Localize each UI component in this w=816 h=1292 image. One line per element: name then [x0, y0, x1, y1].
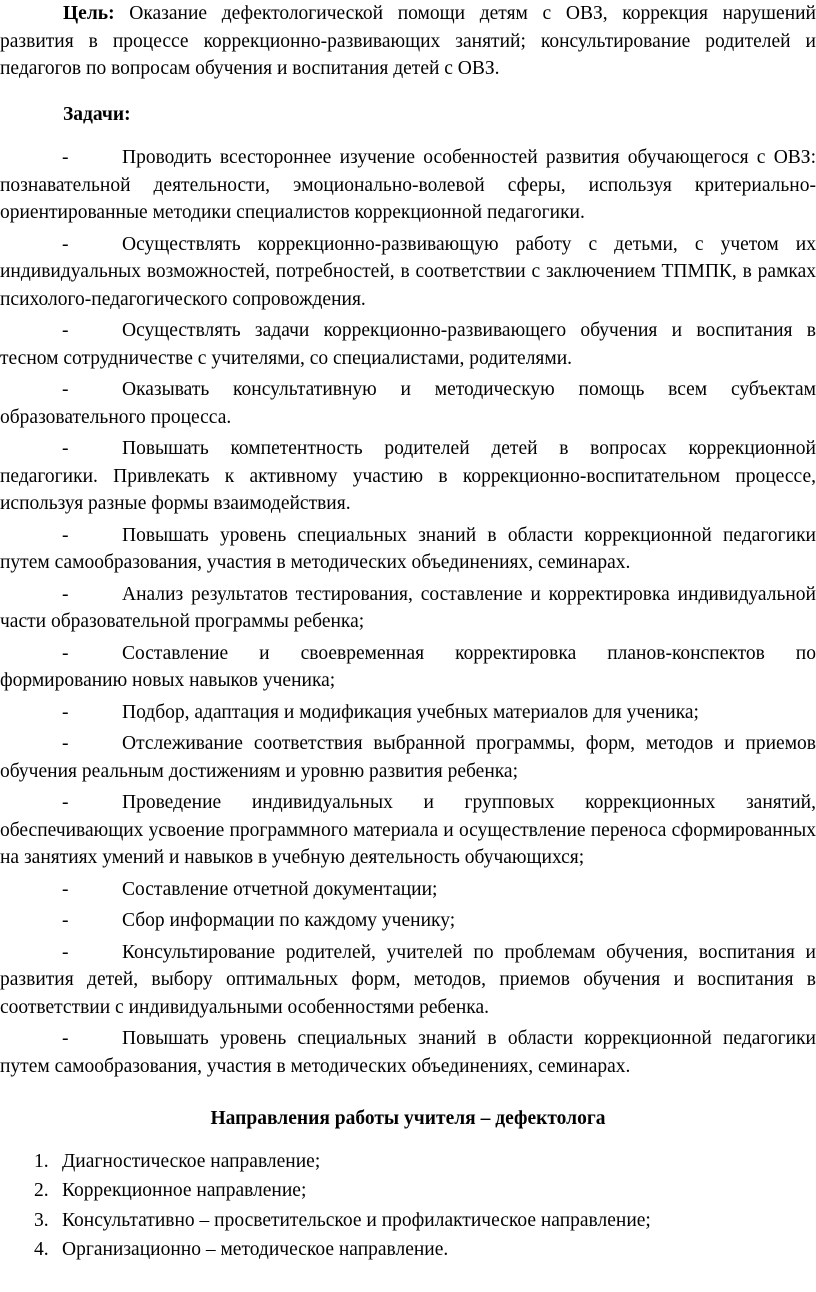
task-text: Проведение индивидуальных и групповых коррекционных занятий, обеспечивающих усвоение программного материала и осуществление переноса сформированных на занятиях умений и навыков в учебную деятельность обучающихся;	[0, 792, 816, 868]
task-item	[0, 231, 816, 314]
direction-text: Организационно – методическое направление.	[62, 1239, 449, 1260]
task-item	[0, 1025, 816, 1080]
task-bullet: -	[62, 642, 69, 664]
task-item	[0, 522, 816, 577]
task-item	[0, 581, 816, 636]
direction-text: Диагностическое направление;	[62, 1150, 321, 1172]
task-item	[0, 907, 816, 935]
task-bullet: -	[62, 941, 69, 963]
task-text: Повышать компетентность родителей детей в вопросах коррекционной педагогики. Привлекать к активному участию в коррекционно-воспитательном процессе, используя разные формы взаимодействия.	[0, 438, 816, 514]
direction-item	[0, 1207, 816, 1235]
direction-text: Коррекционное направление;	[62, 1180, 307, 1201]
task-bullet: -	[62, 320, 69, 341]
task-text: Проводить всестороннее изучение особенностей развития обучающегося с ОВЗ: познавательной деятельности, эмоционально-волевой сферы, используя критериально-ориентированные методики специалистов коррекционной педагогики.	[0, 147, 816, 223]
direction-text: Консультативно – просветительское и профилактическое направление;	[62, 1209, 651, 1231]
tasks-heading: Задачи:	[63, 103, 131, 125]
task-item	[0, 939, 816, 1022]
task-text: Составление отчетной документации;	[122, 878, 438, 900]
goal-label: Цель:	[63, 3, 115, 24]
tasks-list	[0, 144, 816, 1080]
task-item	[0, 435, 816, 518]
task-item	[0, 376, 816, 431]
task-bullet: -	[62, 733, 69, 754]
direction-item	[0, 1148, 816, 1176]
task-bullet: -	[62, 792, 69, 813]
direction-number: 2.	[34, 1180, 49, 1201]
task-bullet: -	[62, 583, 69, 605]
direction-number: 1.	[34, 1150, 49, 1172]
task-item	[0, 789, 816, 872]
task-text: Консультирование родителей, учителей по проблемам обучения, воспитания и развития детей, выбору оптимальных форм, методов, приемов обучения и воспитания в соответствии с индивидуальными особенностями ребенка.	[0, 941, 816, 1018]
task-bullet: -	[62, 379, 69, 400]
task-bullet: -	[62, 438, 69, 459]
task-item	[0, 730, 816, 785]
direction-item	[0, 1236, 816, 1264]
task-item	[0, 144, 816, 227]
directions-list	[0, 1148, 816, 1264]
task-bullet: -	[62, 701, 69, 723]
task-text: Сбор информации по каждому ученику;	[122, 910, 456, 931]
direction-number: 3.	[34, 1209, 49, 1231]
task-text: Анализ результатов тестирования, составление и корректировка индивидуальной части образовательной программы ребенка;	[0, 583, 816, 632]
task-bullet: -	[62, 910, 69, 931]
task-bullet: -	[62, 524, 69, 546]
task-text: Повышать уровень специальных знаний в области коррекционной педагогики путем самообразования, участия в методических объединениях, семинарах.	[0, 1028, 816, 1077]
task-text: Осуществлять задачи коррекционно-развивающего обучения и воспитания в тесном сотрудничестве с учителями, со специалистами, родителями.	[0, 320, 816, 369]
direction-number: 4.	[34, 1239, 49, 1260]
directions-heading: Направления работы учителя – дефектолога	[210, 1108, 606, 1129]
task-text: Подбор, адаптация и модификация учебных материалов для ученика;	[122, 701, 699, 723]
task-item	[0, 876, 816, 904]
task-item	[0, 640, 816, 695]
task-bullet: -	[62, 878, 69, 900]
task-text: Повышать уровень специальных знаний в области коррекционной педагогики путем самообразования, участия в методических объединениях, семинарах.	[0, 524, 816, 573]
task-text: Оказывать консультативную и методическую помощь всем субъектам образовательного процесса.	[0, 379, 816, 428]
task-item	[0, 699, 816, 727]
direction-item	[0, 1177, 816, 1205]
task-bullet: -	[62, 1028, 69, 1049]
goal-text: Оказание дефектологической помощи детям с ОВЗ, коррекция нарушений развития в процессе коррекционно-развивающих занятий; консультирование родителей и педагогов по вопросам обучения и воспитания детей с ОВЗ.	[0, 3, 816, 79]
task-item	[0, 317, 816, 372]
task-text: Осуществлять коррекционно-развивающую работу с детьми, с учетом их индивидуальных возможностей, потребностей, в соответствии с заключением ТПМПК, в рамках психолого-педагогического сопровождения.	[0, 233, 816, 310]
task-text: Отслеживание соответствия выбранной программы, форм, методов и приемов обучения реальным достижениям и уровню развития ребенка;	[0, 733, 816, 782]
task-bullet: -	[62, 233, 69, 255]
task-bullet: -	[62, 147, 69, 168]
goal-paragraph	[0, 0, 816, 83]
task-text: Составление и своевременная корректировка планов-конспектов по формированию новых навыков ученика;	[0, 642, 816, 691]
